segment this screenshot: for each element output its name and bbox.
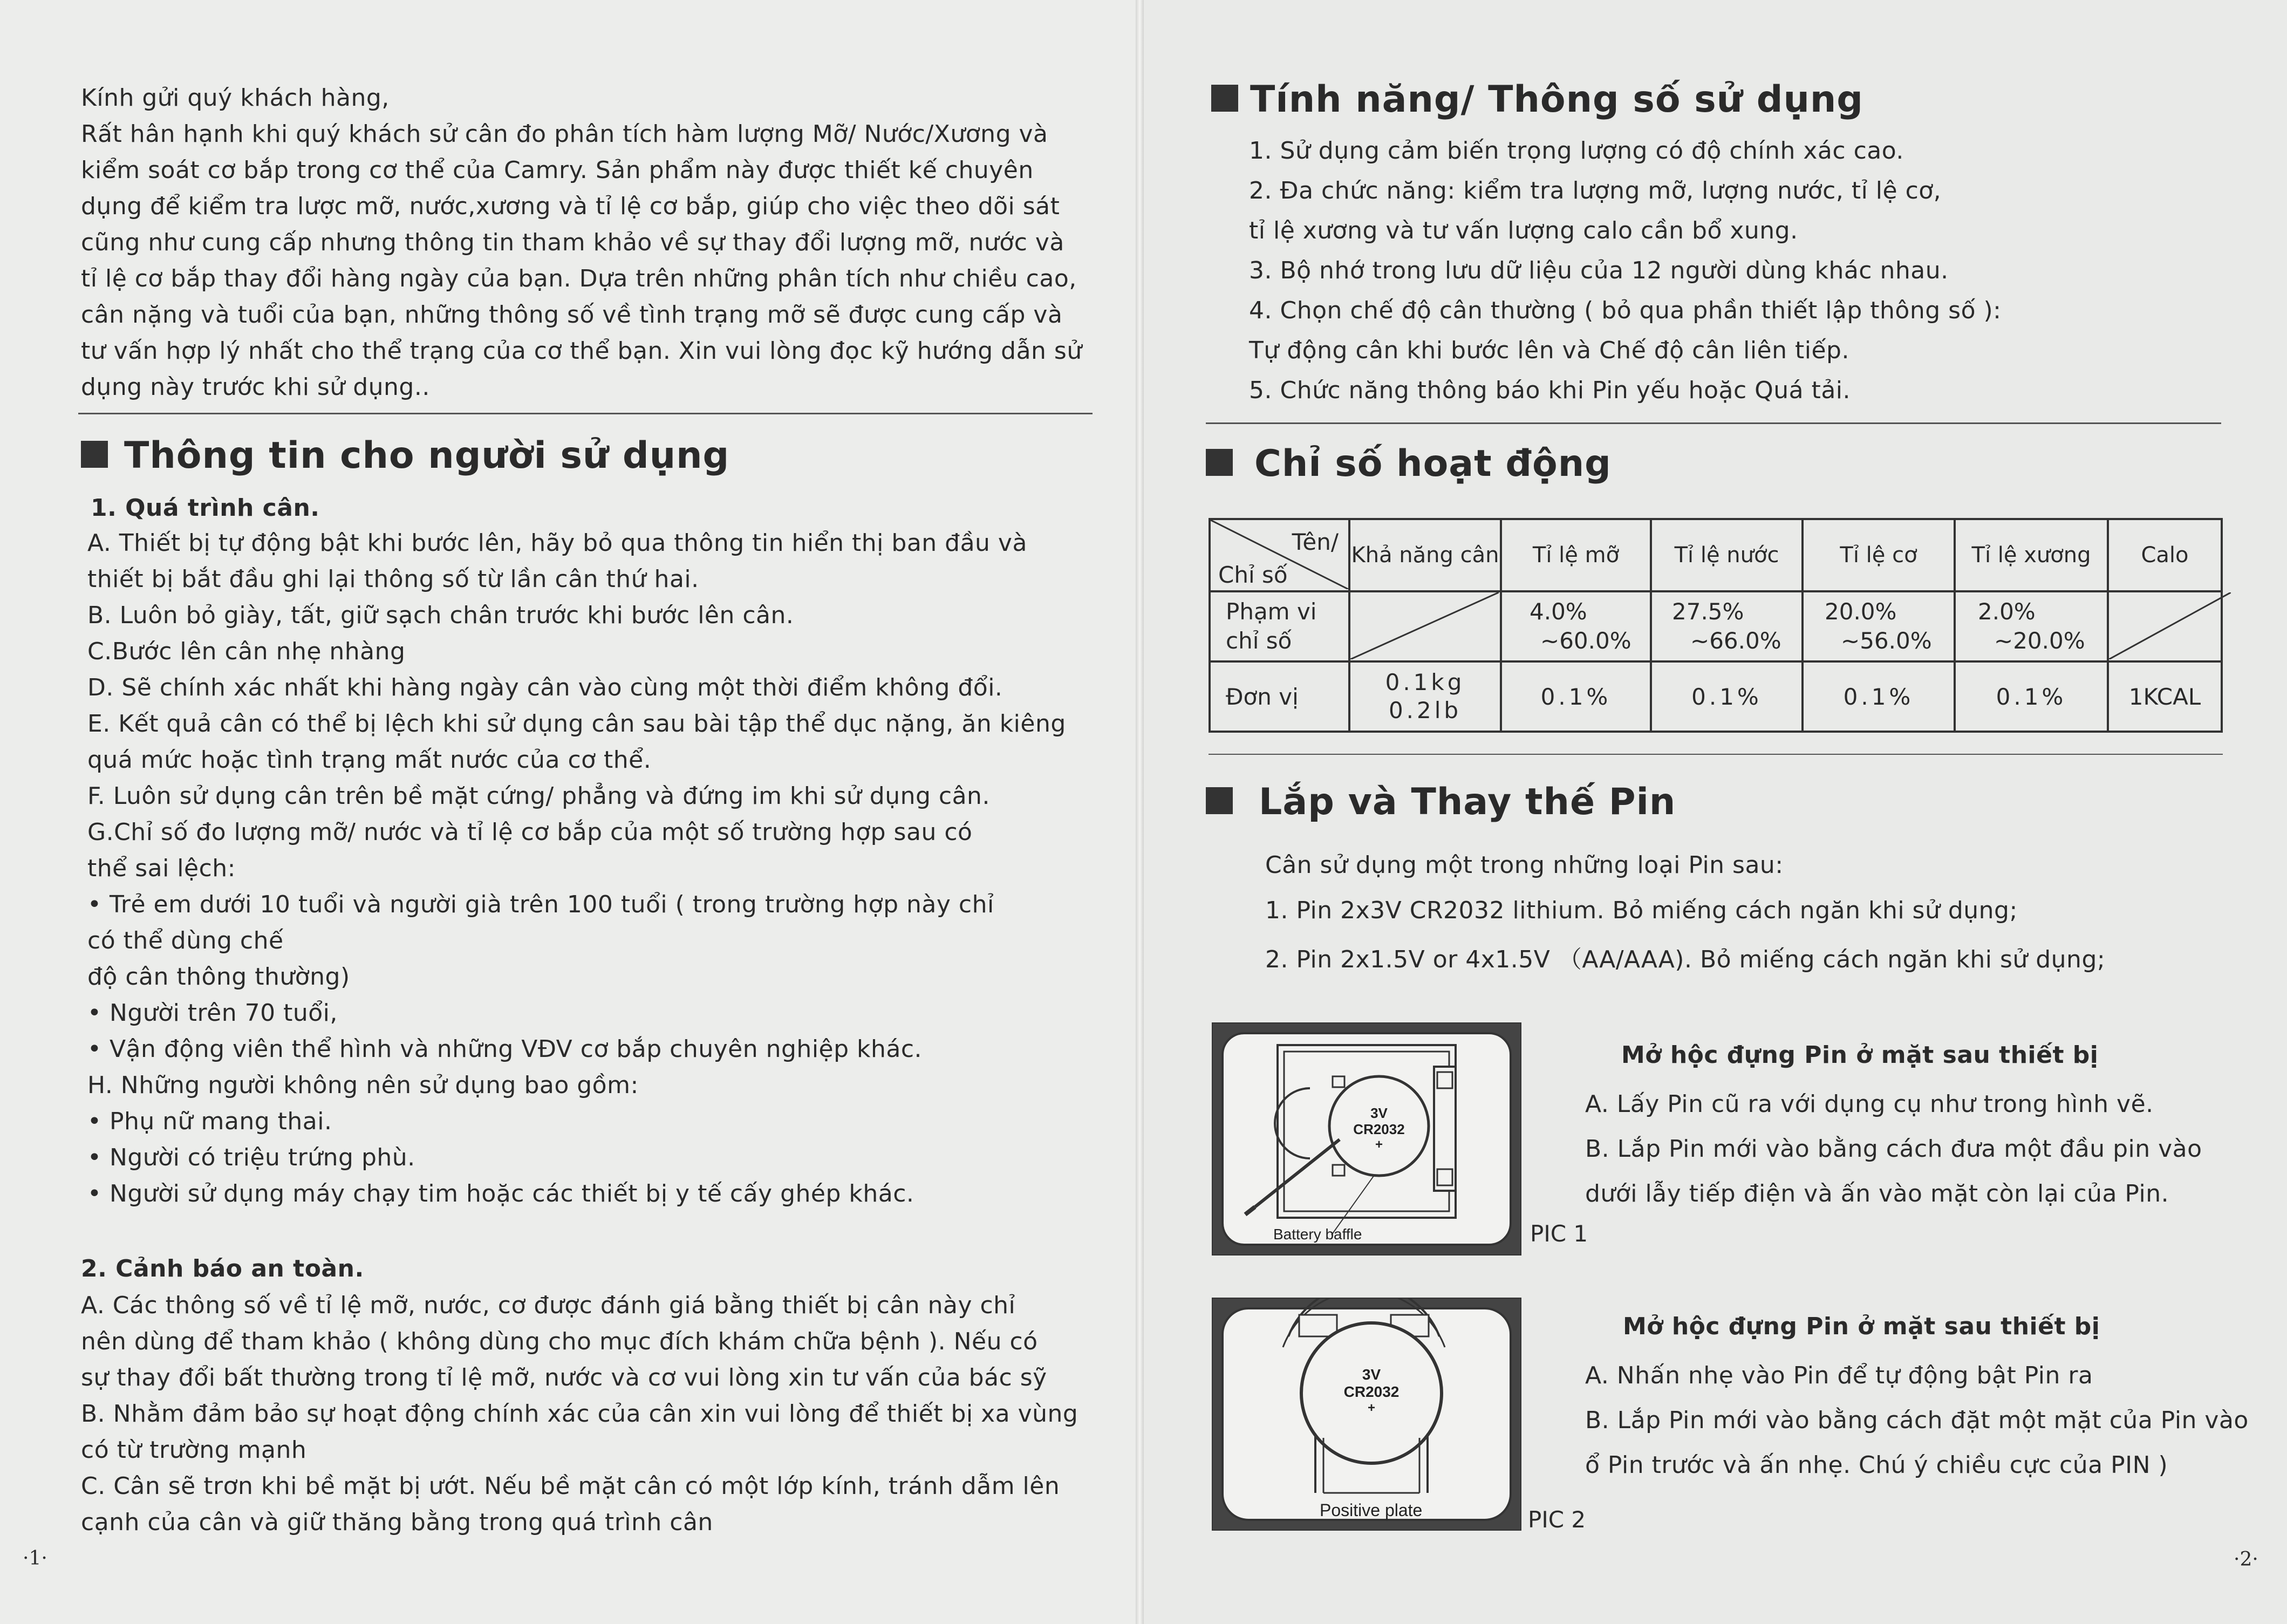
list-item: • Vận động viên thể hình và những VĐV cơ bắp chuyên nghiệp khác. <box>87 1035 923 1063</box>
list-item: A. Các thông số về tỉ lệ mỡ, nước, cơ được đánh giá bằng thiết bị cân này chỉ <box>81 1292 1016 1319</box>
section-title-text: Tính năng/ Thông số sử dụng <box>1250 78 1863 121</box>
battery-option: 1. Pin 2x3V CR2032 lithium. Bỏ miếng cách ngăn khi sử dụng; <box>1265 897 2018 924</box>
list-item: tỉ lệ xương và tư vấn lượng calo cần bổ xung. <box>1249 217 1798 244</box>
intro-line: Kính gửi quý khách hàng, <box>81 84 390 112</box>
range-max: ~60.0% <box>1540 627 1631 654</box>
intro-line: Rất hân hạnh khi quý khách sử cân đo phân tích hàm lượng Mỡ/ Nước/Xương và <box>81 120 1048 148</box>
intro-line: cũng như cung cấp nhưng thông tin tham khảo về sự thay đổi lượng mỡ, nước và <box>81 229 1064 256</box>
list-item: dưới lẫy tiếp điện và ấn vào mặt còn lại của Pin. <box>1585 1180 2169 1207</box>
intro-line: dụng để kiểm tra lược mỡ, nước,xương và tỉ lệ cơ bắp, giúp cho việc theo dõi sát <box>81 193 1060 220</box>
list-item: 1. Sử dụng cảm biến trọng lượng có độ chính xác cao. <box>1249 137 1904 165</box>
list-item: F. Luôn sử dụng cân trên bề mặt cứng/ phẳng và đứng im khi sử dụng cân. <box>87 782 990 810</box>
battery-baffle-caption: Battery baffle <box>1273 1226 1362 1243</box>
range-max: ~66.0% <box>1690 627 1781 654</box>
section-title-features <box>1211 78 1863 121</box>
row-label-line: chỉ số <box>1226 627 1292 654</box>
page-left <box>0 0 1136 1624</box>
list-item: cạnh của cân và giữ thăng bằng trong quá trình cân <box>81 1509 713 1536</box>
table-header-cell: Tỉ lệ xương <box>1955 519 2108 591</box>
list-item: 4. Chọn chế độ cân thường ( bỏ qua phần thiết lập thông số ): <box>1249 297 2002 324</box>
battery-label-polarity: + <box>1375 1137 1383 1152</box>
page-number: ·2· <box>2234 1548 2258 1571</box>
list-item: • Người trên 70 tuổi, <box>87 999 338 1027</box>
battery-diagram-pic2 <box>1212 1298 1521 1531</box>
list-item: B. Lắp Pin mới vào bằng cách đặt một mặt của Pin vào <box>1585 1407 2249 1434</box>
range-min: 2.0% <box>1978 598 2036 625</box>
features-list <box>1249 131 2001 411</box>
section-title-text: Lắp và Thay thế Pin <box>1259 781 1676 823</box>
list-item: A. Nhấn nhẹ vào Pin để tự động bật Pin ra <box>1585 1362 2093 1389</box>
table-cell <box>1349 661 1501 732</box>
diagonal-line <box>1350 592 1499 659</box>
section-title-text: Chỉ số hoạt động <box>1254 442 1612 485</box>
divider <box>78 413 1093 414</box>
intro-line: cân nặng và tuổi của bạn, những thông số về tình trạng mỡ sẽ được cung cấp và <box>81 301 1063 329</box>
section-title-user-info <box>81 434 729 477</box>
intro-line: dụng này trước khi sử dụng.. <box>81 373 430 401</box>
battery-option: 2. Pin 2x1.5V or 4x1.5V （AA/AAA). Bỏ miếng cách ngăn khi sử dụng; <box>1265 946 2106 973</box>
battery-removal-illustration <box>1213 1023 1520 1254</box>
battery-diagram-pic1 <box>1212 1022 1521 1255</box>
battery-label-polarity: + <box>1367 1401 1376 1415</box>
divider <box>1209 754 2223 755</box>
row-label-line: Phạm vi <box>1226 598 1317 625</box>
range-max: ~56.0% <box>1841 627 1932 654</box>
table-cell <box>1803 591 1955 661</box>
list-item: D. Sẽ chính xác nhất khi hàng ngày cân vào cùng một thời điểm không đổi. <box>87 674 1003 701</box>
intro-line: tư vấn hợp lý nhất cho thể trạng của cơ thể bạn. Xin vui lòng đọc kỹ hướng dẫn sử <box>81 337 1082 365</box>
weighing-list <box>87 525 1066 1212</box>
battery-intro: Cân sử dụng một trong những loại Pin sau: <box>1265 851 1784 879</box>
list-item: 5. Chức năng thông báo khi Pin yếu hoặc Quá tải. <box>1249 377 1851 404</box>
battery-label-model: CR2032 <box>1353 1121 1405 1137</box>
table-cell <box>1955 591 2108 661</box>
list-item: 2. Đa chức năng: kiểm tra lượng mỡ, lượng nước, tỉ lệ cơ, <box>1249 177 1942 204</box>
battery-insert-illustration <box>1213 1299 1520 1530</box>
list-item: B. Nhằm đảm bảo sự hoạt động chính xác của cân xin vui lòng để thiết bị xa vùng <box>81 1400 1078 1428</box>
subsection-title-safety: 2. Cảnh báo an toàn. <box>81 1255 364 1282</box>
list-item: A. Lấy Pin cũ ra với dụng cụ như trong hình vẽ. <box>1585 1090 2154 1118</box>
diagonal-line <box>2109 592 2231 659</box>
pic1-title: Mở hộc đựng Pin ở mặt sau thiết bị <box>1621 1041 2099 1069</box>
page-number: ·1· <box>23 1547 47 1570</box>
list-item: nên dùng để tham khảo ( không dùng cho mục đích khám chữa bệnh ). Nếu có <box>81 1328 1038 1355</box>
list-item: C. Cân sẽ trơn khi bề mặt bị ướt. Nếu bề mặt cân có một lớp kính, tránh dẫm lên <box>81 1472 1060 1500</box>
list-item: B. Lắp Pin mới vào bằng cách đưa một đầu pin vào <box>1585 1135 2202 1163</box>
empty-diagonal-cell <box>2108 591 2222 661</box>
table-cell: 0.1% <box>1651 661 1803 732</box>
list-item: • Người có triệu trứng phù. <box>87 1144 415 1171</box>
list-item: • Người sử dụng máy chạy tim hoặc các thiết bị y tế cấy ghép khác. <box>87 1180 914 1207</box>
safety-list <box>81 1287 1078 1540</box>
square-bullet-icon <box>81 441 108 468</box>
list-item: • Trẻ em dưới 10 tuổi và người già trên 100 tuổi ( trong trường hợp này chỉ <box>87 891 994 918</box>
table-cell: 0.1% <box>1501 661 1651 732</box>
pic1-label: PIC 1 <box>1530 1220 1588 1247</box>
list-item: B. Luôn bỏ giày, tất, giữ sạch chân trước khi bước lên cân. <box>87 602 794 629</box>
table-header-cell: Khả năng cân <box>1349 519 1501 591</box>
square-bullet-icon <box>1206 449 1233 476</box>
row-label-cell <box>1210 591 1349 661</box>
section-title-text: Thông tin cho người sử dụng <box>124 434 730 477</box>
list-item: ổ Pin trước và ấn nhẹ. Chú ý chiều cực của PIN ) <box>1585 1451 2168 1479</box>
table-cell: 0.1% <box>1955 661 2108 732</box>
square-bullet-icon <box>1206 787 1233 814</box>
table-cell <box>1651 591 1803 661</box>
list-item: A. Thiết bị tự động bật khi bước lên, hãy bỏ qua thông tin hiển thị ban đầu và <box>87 529 1027 557</box>
empty-diagonal-cell <box>1349 591 1501 661</box>
divider <box>1206 422 2221 424</box>
range-max: ~20.0% <box>1994 627 2085 654</box>
table-header-cell: Calo <box>2108 519 2222 591</box>
square-bullet-icon <box>1211 85 1238 112</box>
row-label-cell: Đơn vị <box>1210 661 1349 732</box>
table-cell: 0.1% <box>1803 661 1955 732</box>
pic2-label: PIC 2 <box>1528 1506 1586 1533</box>
list-item: Tự động cân khi bước lên và Chế độ cân liên tiếp. <box>1249 337 1849 364</box>
battery-label-model: CR2032 <box>1343 1383 1399 1400</box>
list-item: thiết bị bắt đầu ghi lại thông số từ lần cân thứ hai. <box>87 565 699 593</box>
table-header-cell: Tỉ lệ cơ <box>1803 519 1955 591</box>
section-title-index <box>1206 442 1612 485</box>
table-cell <box>1501 591 1651 661</box>
list-item: C.Bước lên cân nhẹ nhàng <box>87 638 406 665</box>
corner-top-label: Tên/ <box>1292 529 1339 555</box>
range-min: 4.0% <box>1530 598 1587 625</box>
list-item: G.Chỉ số đo lượng mỡ/ nước và tỉ lệ cơ bắp của một số trường hợp sau có <box>87 818 973 846</box>
table-row <box>1210 661 2222 732</box>
spec-table <box>1209 518 2223 733</box>
list-item: có thể dùng chế <box>87 927 284 954</box>
table-header-cell: Tỉ lệ mỡ <box>1501 519 1651 591</box>
book-gutter <box>1136 0 1144 1624</box>
table-corner-cell <box>1210 519 1349 591</box>
table-header-row <box>1210 519 2222 591</box>
table-row <box>1210 591 2222 661</box>
list-item: có từ trường mạnh <box>81 1436 307 1464</box>
list-item: thể sai lệch: <box>87 855 236 882</box>
range-min: 27.5% <box>1672 598 1744 625</box>
positive-plate-caption: Positive plate <box>1320 1500 1423 1520</box>
intro-line: tỉ lệ cơ bắp thay đổi hàng ngày của bạn. Dựa trên những phân tích như chiều cao, <box>81 265 1077 292</box>
unit-lb: 0.2lb <box>1388 697 1462 724</box>
pic1-instructions <box>1585 1082 2202 1216</box>
list-item: E. Kết quả cân có thể bị lệch khi sử dụng cân sau bài tập thể dục nặng, ăn kiêng <box>87 710 1066 738</box>
list-item: • Phụ nữ mang thai. <box>87 1108 332 1135</box>
section-title-battery <box>1206 781 1676 823</box>
list-item: sự thay đổi bất thường trong tỉ lệ mỡ, nước và cơ vui lòng xin tư vấn của bác sỹ <box>81 1364 1047 1391</box>
list-item: 3. Bộ nhớ trong lưu dữ liệu của 12 người dùng khác nhau. <box>1249 257 1949 284</box>
pic2-title: Mở hộc đựng Pin ở mặt sau thiết bị <box>1623 1313 2100 1340</box>
subsection-title-weighing: 1. Quá trình cân. <box>91 494 320 522</box>
table-cell: 1KCAL <box>2108 661 2222 732</box>
list-item: độ cân thông thường) <box>87 963 350 991</box>
intro-paragraph <box>81 80 1082 405</box>
list-item: quá mức hoặc tình trạng mất nước của cơ thể. <box>87 746 652 774</box>
corner-bottom-label: Chỉ số <box>1218 562 1288 588</box>
table-header-cell: Tỉ lệ nước <box>1651 519 1803 591</box>
list-item: H. Những người không nên sử dụng bao gồm: <box>87 1072 639 1099</box>
range-min: 20.0% <box>1825 598 1897 625</box>
battery-label-voltage: 3V <box>1370 1105 1388 1121</box>
intro-line: kiểm soát cơ bắp trong cơ thể của Camry. Sản phẩm này được thiết kế chuyên <box>81 156 1034 184</box>
pic2-instructions <box>1585 1353 2249 1487</box>
unit-kg: 0.1kg <box>1385 669 1465 695</box>
battery-label-voltage: 3V <box>1362 1366 1381 1383</box>
